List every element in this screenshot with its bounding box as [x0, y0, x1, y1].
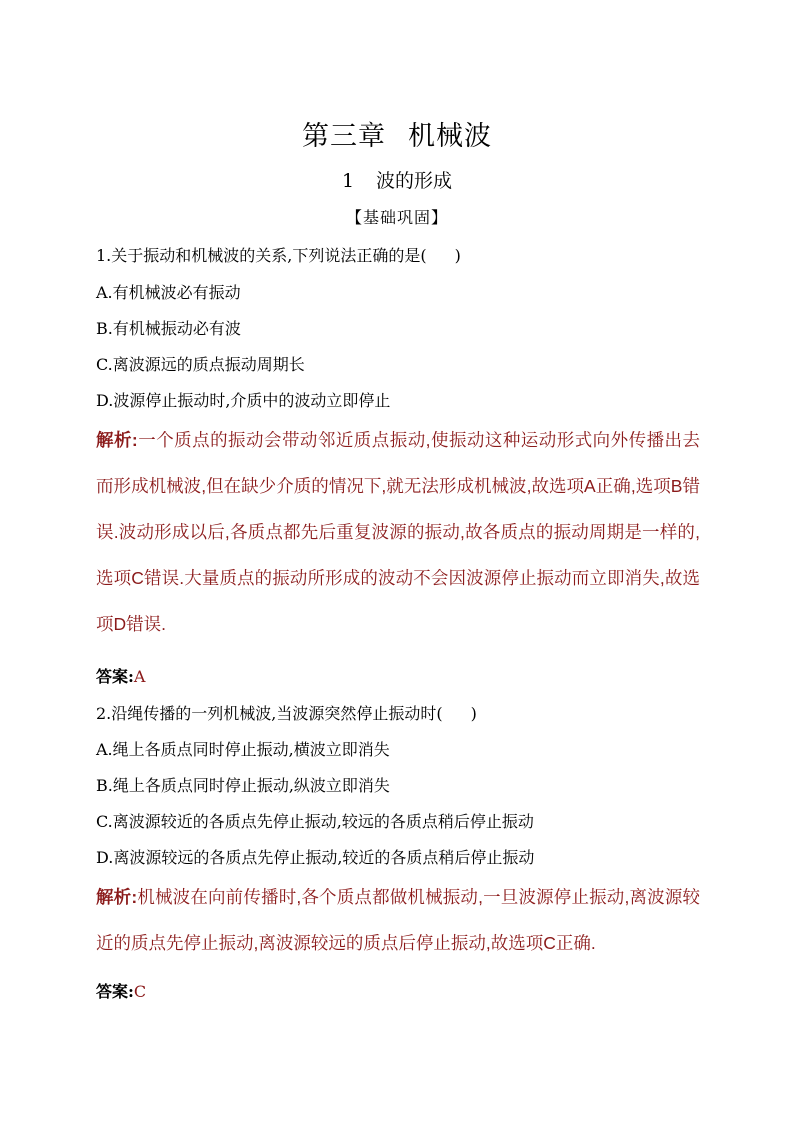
q2-option-c: C.离波源较近的各质点先停止振动,较远的各质点稍后停止振动: [96, 812, 534, 831]
q2-explanation-text: 机械波在向前传播时,各个质点都做机械振动,一旦波源停止振动,离波源较近的质点先停止振动,离波源较远的质点后停止振动,故选项C正确.: [96, 887, 700, 953]
q1-stem-close: ): [454, 246, 461, 265]
q1-stem: [96, 243, 461, 266]
chapter-title: [0, 114, 794, 153]
q2-option-d: D.离波源较远的各质点先停止振动,较近的各质点稍后停止振动: [96, 848, 535, 867]
q1-answer-label: 答案:: [96, 667, 134, 686]
q1-explanation-label: 解析:: [96, 430, 138, 450]
q1-explanation-text: 一个质点的振动会带动邻近质点振动,使振动这种运动形式向外传播出去而形成机械波,但在缺少介质的情况下,就无法形成机械波,故选项A正确,选项B错误.波动形成以后,各质点都先后重复波源的振动,故各质点的振动周期是一样的,选项C错误.大量质点的振动所形成的波动不会因波源停止振动而立即消失,故选项D错误.: [96, 430, 700, 634]
q1-stem-text: 1.关于振动和机械波的关系,下列说法正确的是(: [96, 246, 427, 265]
q2-explanation-label: 解析:: [96, 887, 138, 907]
q2-answer-label: 答案:: [96, 982, 134, 1001]
q1-option-c: C.离波源远的质点振动周期长: [96, 355, 305, 374]
q2-stem-text: 2.沿绳传播的一列机械波,当波源突然停止振动时(: [96, 704, 443, 723]
q1-answer: [96, 664, 145, 687]
q1-explanation: [96, 417, 700, 647]
q2-answer: [96, 979, 146, 1002]
q1-option-d: D.波源停止振动时,介质中的波动立即停止: [96, 391, 391, 410]
q2-answer-value: C: [133, 982, 147, 1001]
chapter-number: 第三章: [302, 121, 386, 152]
q2-option-a: A.绳上各质点同时停止振动,横波立即消失: [96, 740, 390, 759]
q1-option-a: A.有机械波必有振动: [96, 283, 241, 302]
lesson-number: 1: [341, 170, 355, 192]
lesson-title: [0, 166, 794, 193]
q2-stem-close: ): [470, 704, 477, 723]
q1-option-b: B.有机械振动必有波: [96, 319, 241, 338]
q1-answer-value: A: [133, 667, 146, 686]
q2-stem: [96, 701, 477, 724]
q2-option-b: B.绳上各质点同时停止振动,纵波立即消失: [96, 776, 390, 795]
chapter-name: 机械波: [408, 121, 492, 152]
q2-explanation: [96, 874, 700, 966]
section-title: 【基础巩固】: [345, 208, 448, 227]
lesson-name: 波的形成: [376, 170, 453, 192]
